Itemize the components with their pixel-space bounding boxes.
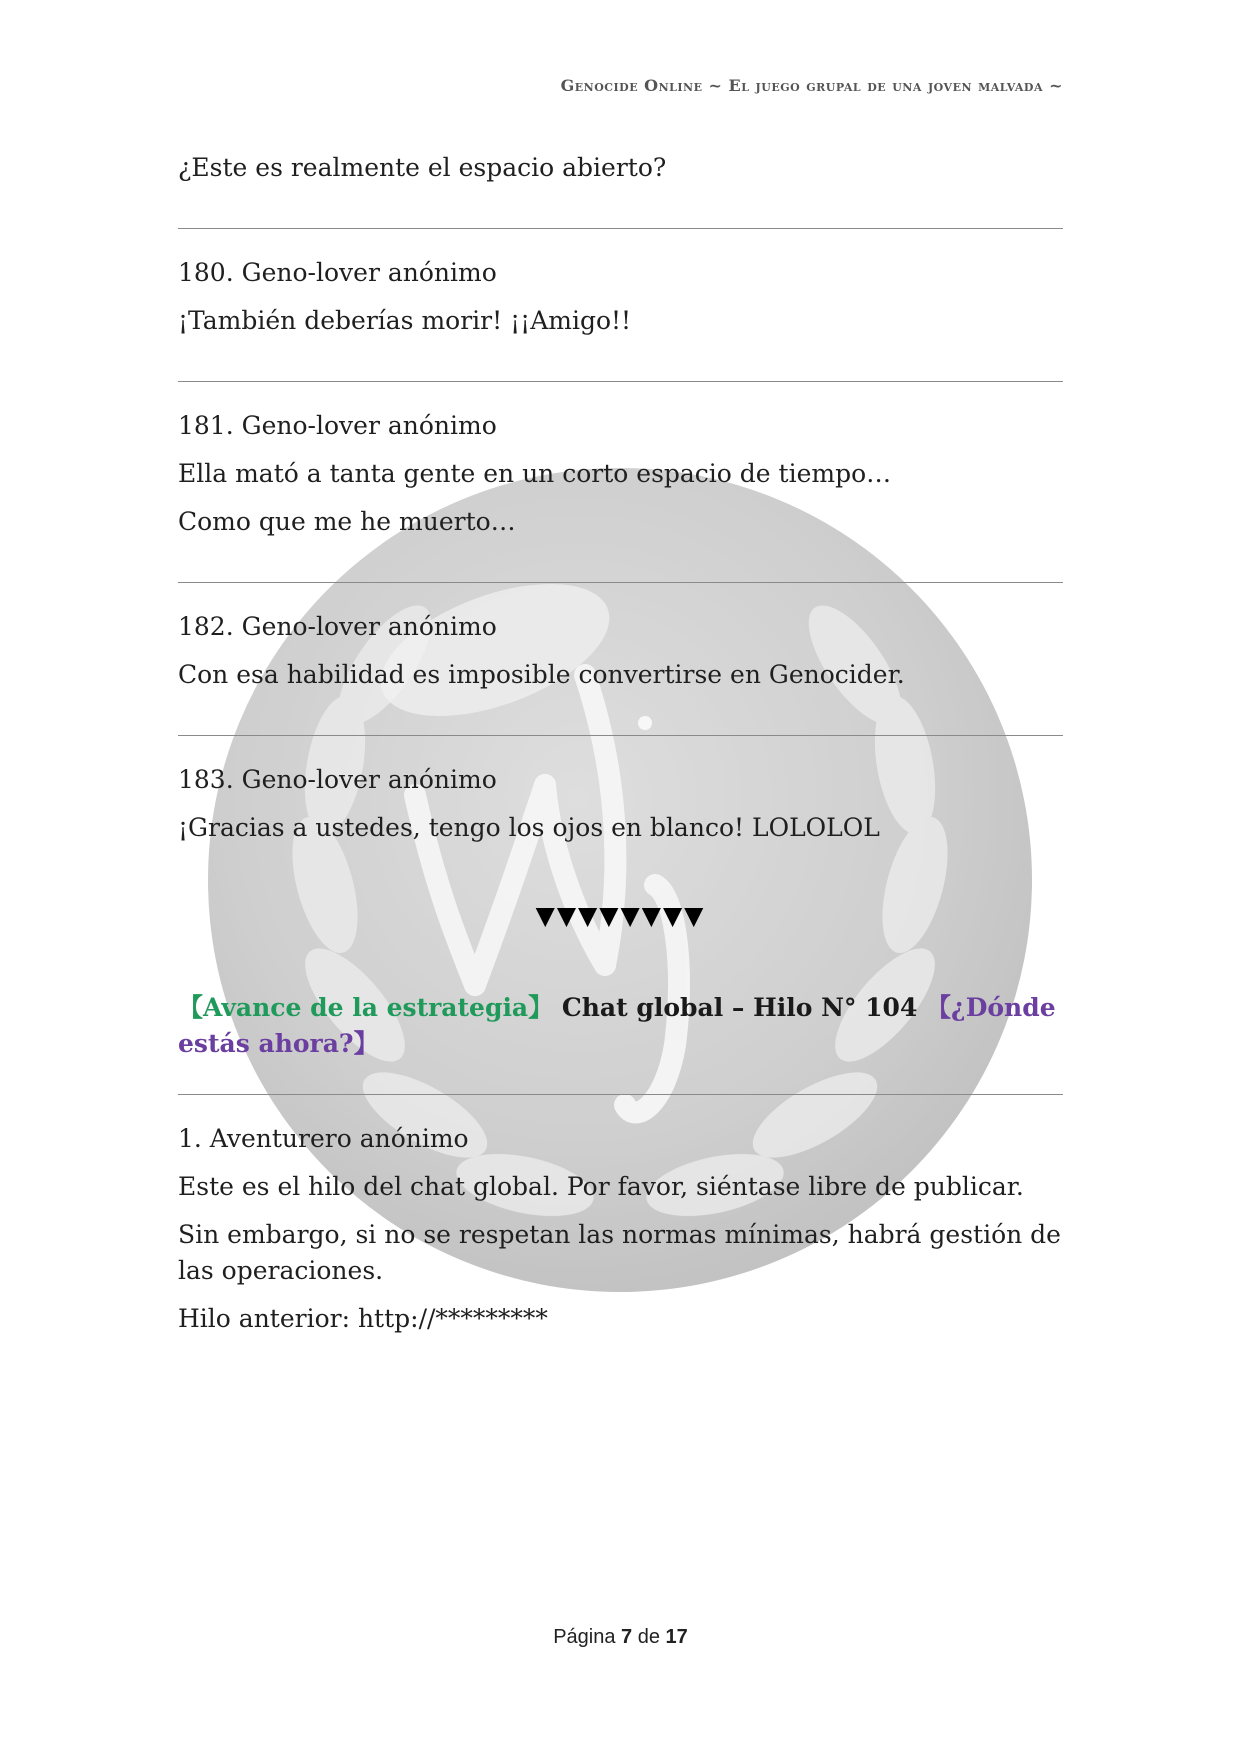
footer-prefix: Página bbox=[553, 1626, 616, 1648]
post-line: Como que me he muerto… bbox=[178, 507, 516, 536]
post-line-previous-thread: Hilo anterior: http://********* bbox=[178, 1304, 548, 1333]
footer-page-total: 17 bbox=[665, 1626, 688, 1648]
post-header-180: 180. Geno-lover anónimo bbox=[178, 258, 497, 287]
post-line: Este es el hilo del chat global. Por favor, siéntase libre de publicar. bbox=[178, 1172, 1024, 1201]
post-line: Con esa habilidad es imposible convertirse en Genocider. bbox=[178, 660, 905, 689]
post-header-182: 182. Geno-lover anónimo bbox=[178, 612, 497, 641]
running-head: Genocide Online ~ El juego grupal de una joven malvada ~ bbox=[560, 76, 1063, 95]
intro-line: ¿Este es realmente el espacio abierto? bbox=[178, 153, 667, 182]
thread-tag-strategy: 【Avance de la estrategia】 bbox=[178, 993, 554, 1022]
post-line: ¡Gracias a ustedes, tengo los ojos en blanco! LOLOLOL bbox=[178, 813, 880, 842]
post-header-1: 1. Aventurero anónimo bbox=[178, 1124, 469, 1153]
post-line: Ella mató a tanta gente en un corto espacio de tiempo… bbox=[178, 459, 892, 488]
page-footer bbox=[0, 1626, 1241, 1649]
footer-mid: de bbox=[637, 1626, 660, 1648]
post-header-181: 181. Geno-lover anónimo bbox=[178, 411, 497, 440]
scene-separator: ▼▼▼▼▼▼▼▼ bbox=[535, 901, 706, 930]
thread-title-main: Chat global – Hilo N° 104 bbox=[553, 993, 927, 1022]
footer-page-number: 7 bbox=[621, 1626, 633, 1648]
post-header-183: 183. Geno-lover anónimo bbox=[178, 765, 497, 794]
document-body bbox=[178, 150, 1063, 1337]
post-line: ¡También deberías morir! ¡¡Amigo!! bbox=[178, 306, 632, 335]
thread-tag-where: 【¿Dónde estás ahora?】 bbox=[178, 993, 1056, 1058]
post-line: Sin embargo, si no se respetan las normas mínimas, habrá gestión de las operaciones. bbox=[178, 1220, 1061, 1285]
thread-title bbox=[178, 990, 1063, 1062]
